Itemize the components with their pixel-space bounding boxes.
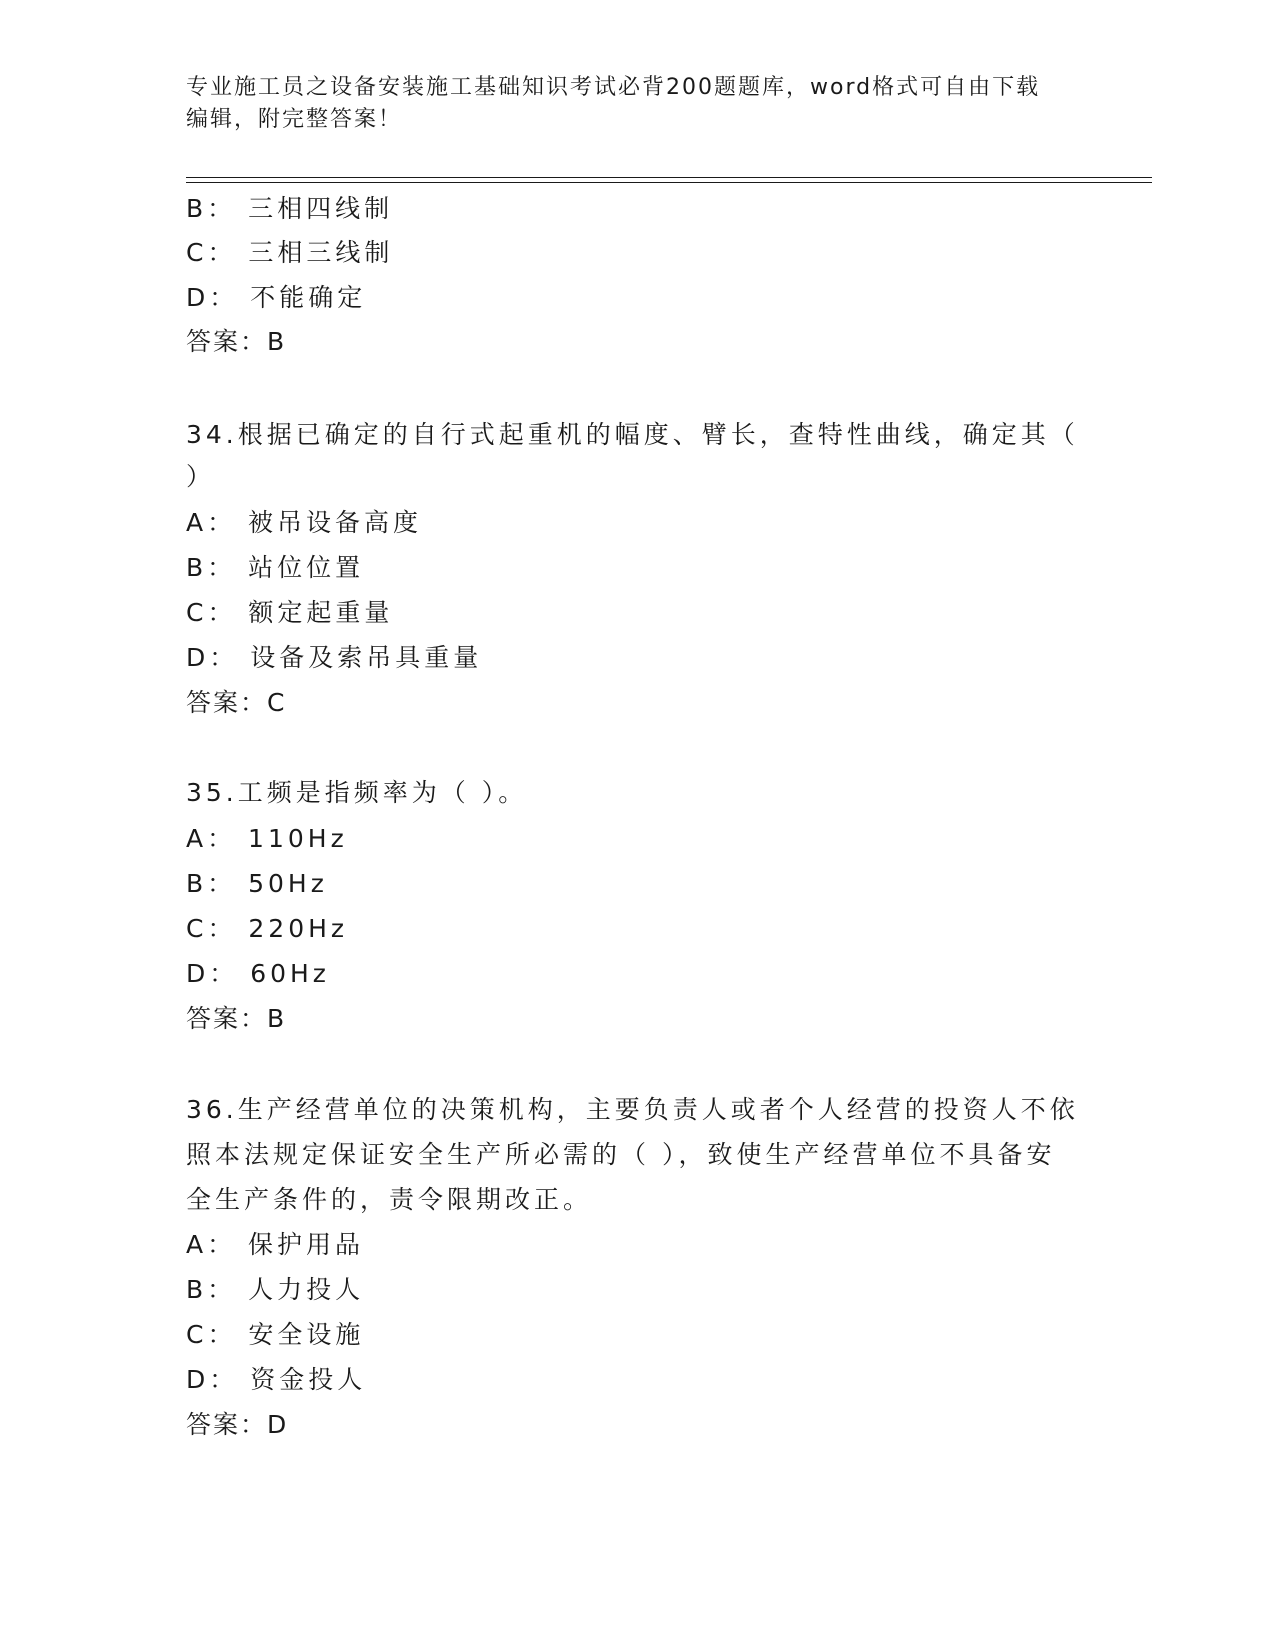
q34-option-c: C： 额定起重量 (186, 598, 394, 627)
q35-option-a: A： 110Hz (186, 824, 348, 853)
q34-answer: 答案：C (186, 688, 287, 717)
q33-option-c: C： 三相三线制 (186, 238, 394, 267)
q33-answer: 答案：B (186, 327, 287, 356)
q33-option-b: B： 三相四线制 (186, 194, 394, 223)
q36-option-d: D： 资金投人 (186, 1365, 367, 1394)
q36-stem-line-3: 全生产条件的，责令限期改正。 (186, 1185, 593, 1214)
q36-stem-line-2: 照本法规定保证安全生产所必需的（ ），致使生产经营单位不具备安 (186, 1140, 1056, 1169)
q34-stem-line-1: 34.根据已确定的自行式起重机的幅度、臂长，查特性曲线，确定其（ (186, 420, 1079, 449)
q36-option-c: C： 安全设施 (186, 1320, 365, 1349)
header-divider-bottom (186, 182, 1152, 183)
q35-option-d: D： 60Hz (186, 959, 330, 988)
q36-answer: 答案：D (186, 1410, 289, 1439)
header-divider-top (186, 177, 1152, 178)
q35-stem: 35.工频是指频率为（ ）。 (186, 778, 528, 807)
q36-option-b: B： 人力投人 (186, 1275, 365, 1304)
q34-option-a: A： 被吊设备高度 (186, 508, 423, 537)
header-line-1: 专业施工员之设备安装施工基础知识考试必背200题题库，word格式可自由下载 (186, 75, 1041, 100)
q35-option-b: B： 50Hz (186, 869, 328, 898)
q35-option-c: C： 220Hz (186, 914, 349, 943)
q36-stem-line-1: 36.生产经营单位的决策机构，主要负责人或者个人经营的投资人不依 (186, 1095, 1079, 1124)
q34-option-d: D： 设备及索吊具重量 (186, 643, 483, 672)
document-header (186, 72, 1066, 136)
q35-answer: 答案：B (186, 1004, 287, 1033)
header-line-2: 编辑，附完整答案！ (186, 107, 403, 132)
q36-option-a: A： 保护用品 (186, 1230, 365, 1259)
q34-option-b: B： 站位位置 (186, 553, 365, 582)
q33-option-d: D： 不能确定 (186, 283, 367, 312)
q34-stem-line-2: ） (186, 462, 216, 491)
